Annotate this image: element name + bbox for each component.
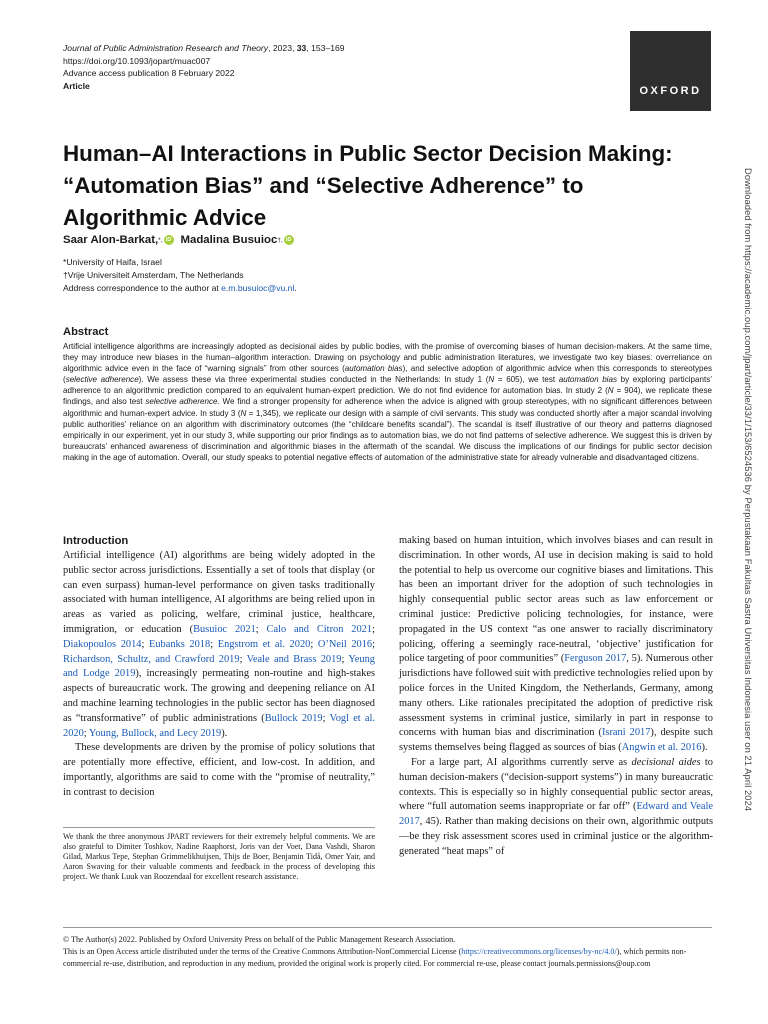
citation-link[interactable]: Busuioc 2021 (193, 623, 256, 635)
citation-link[interactable]: Eubanks 2018 (149, 638, 211, 650)
citation-link[interactable]: Yeung and Lodge 2019 (63, 653, 375, 680)
citation-link[interactable]: Edward and Veale 2017 (399, 801, 713, 828)
footnote-divider (63, 827, 375, 828)
copyright-line: © The Author(s) 2022. Published by Oxford University Press on behalf of the Public Management Research Association. (63, 935, 456, 944)
citation-link[interactable]: Calo and Citron 2021 (266, 623, 373, 635)
author-mark: †, (277, 236, 283, 244)
volume: 33 (296, 43, 307, 53)
journal-citation: Journal of Public Administration Research and Theory, 2023, 33, 153–169 (63, 43, 345, 53)
paragraph: For a large part, AI algorithms currently serve as decisional aides to human decision-makers (“decision-support systems”) in many bureaucratic contexts. This is especially so in highly consequential public sector areas, where “full automation seems inappropriate or far off” (Edward and Veale 2017, 45). Rather than making decisions on their own, algorithmic outputs—be they risk assessment scores used in criminal justice or the algorithm-generated “heat maps” of (399, 756, 714, 857)
download-watermark: Downloaded from https://academic.oup.com/jpart/article/33/1/153/6524536 by Perpustakaan Fakultas Sastra Universitas Indonesia user on 21 April 2024 (743, 168, 753, 812)
body-column-left (63, 549, 375, 801)
doi-link[interactable]: https://doi.org/10.1093/jopart/muac007 (63, 55, 211, 66)
citation-link[interactable]: Richardson, Schultz, and Crawford 2019 (63, 653, 240, 665)
author-list (63, 234, 301, 246)
oxford-logo[interactable]: OXFORD (630, 31, 711, 111)
footer-divider (63, 927, 712, 928)
introduction-heading: Introduction (63, 535, 129, 547)
abstract-text: Artificial intelligence algorithms are increasingly adopted as decisional aides by public bodies, with the promise of overcoming biases of human decision-makers. At the same time, they may introduce new biases in the human–algorithm interaction. Drawing on psychology and public administration literatures, we investigate two key biases: overreliance on algorithmic advice even in the face of “warning signals” from other sources (automation bias), and selective adoption of algorithmic advice when this corresponds to stereotypes (selective adherence). We assess these via three experimental studies conducted in the Netherlands: In study 1 (N = 605), we test automation bias by exploring participants’ adherence to an algorithmic prediction compared to an equivalent human-expert prediction. We do not find evidence for automation bias. In study 2 (N = 904), we replicate these findings, and also test selective adherence. We find a stronger propensity for adherence when the advice is aligned with group stereotypes, with no significant differences between algorithmic and human-expert advice. In study 3 (N = 1,345), we replicate our design with a sample of civil servants. This study was conducted shortly after a major scandal involving public authorities’ reliance on an algorithm with discriminatory outcomes (the “childcare benefits scandal”). The scandal is itself illustrative of our theory and patterns diagnosed empirically in our experiment, yet in our study 3, while supporting our prior findings as to automation bias, we do not find patterns of selective adherence. We suggest this is driven by bureaucrats’ enhanced awareness of discrimination and algorithmic biases in the aftermath of the scandal. We discuss the implications of our findings for public sector decision making in the age of automation. Overall, our study speaks to potential negative effects of automation of the administrative state for already vulnerable and disadvantaged citizens. (63, 342, 713, 462)
paragraph: These developments are driven by the promise of policy solutions that are potentially more effective, efficient, and low-cost. In addition, and importantly, algorithms are said to come with the “promise of neutrality,” in contrast to decision (63, 742, 375, 798)
abstract-heading: Abstract (63, 326, 109, 338)
body-column-right (399, 534, 713, 860)
citation-link[interactable]: Angwin et al. 2016 (621, 742, 702, 754)
citation-link[interactable]: Young, Bullock, and Lecy 2019 (88, 727, 222, 739)
advance-access: Advance access publication 8 February 2022 (63, 68, 235, 79)
citation-link[interactable]: Engstrom et al. 2020 (217, 638, 311, 650)
orcid-icon[interactable]: iD (164, 235, 174, 245)
license-text: This is an Open Access article distributed under the terms of the Creative Commons Attribution-NonCommercial License (https://creativecommons.org/licenses/by-nc/4.0/), which permits non-commercial re-use, distribution, and reproduction in any medium, provided the original work is properly cited. For commercial re-use, please contact journals.permissions@oup.com (63, 947, 687, 968)
license-link[interactable]: https://creativecommons.org/licenses/by-nc/4.0/ (461, 947, 617, 956)
paragraph: Artificial intelligence (AI) algorithms are being widely adopted in the public sector across jurisdictions. Essentially a set of tools that display (or can even surpass) human-level performance on given tasks traditionally associated with human intelligence, AI algorithms are being relied upon in areas as varied as policing, welfare, criminal justice, healthcare, immigration, or education (Busuioc 2021; Calo and Citron 2021; Diakopoulos 2014; Eubanks 2018; Engstrom et al. 2020; O’Neil 2016; Richardson, Schultz, and Crawford 2019; Veale and Brass 2019; Yeung and Lodge 2019), increasingly permeating non-routine and high-stakes aspects of bureaucratic work. The growing and deepening reliance on AI and machine learning technologies in the public sector has been diagnosed as “transformative” of public administrations (Bullock 2019; Vogl et al. 2020; Young, Bullock, and Lecy 2019). (63, 550, 376, 739)
journal-header (63, 42, 623, 92)
affiliation-2: †Vrije Universiteit Amsterdam, The Netherlands (63, 270, 244, 280)
affiliation-1: *University of Haifa, Israel (63, 257, 162, 267)
orcid-icon[interactable]: iD (284, 235, 294, 245)
citation-link[interactable]: Ferguson 2017 (564, 653, 627, 665)
article-type: Article (63, 80, 90, 91)
article-title: Human–AI Interactions in Public Sector Decision Making: “Automation Bias” and “Selective Adherence” to Algorithmic Advice (63, 141, 673, 230)
correspondence: Address correspondence to the author at e.m.busuioc@vu.nl. (63, 283, 297, 293)
citation-link[interactable]: O’Neil 2016 (317, 638, 373, 650)
acknowledgement: We thank the three anonymous JPART reviewers for their extremely helpful comments. We are also grateful to Dimiter Toshkov, Nadine Raaphorst, Joris van der Voet, Dana Vashdi, Sharon Gilad, Markus Tepe, Stephan Grimmelikhuijsen, Thijs de Boer, Benjamin Tidå, Omer Yair, and Aaron Swaving for their valuable comments and feedback in the process of developing this project. We thank Luuk van Roozendaal for excellent research assistance. (63, 832, 375, 881)
author-name[interactable]: Madalina Busuioc (180, 234, 278, 246)
citation-link[interactable]: Veale and Brass 2019 (246, 653, 342, 665)
author-mark: *, (158, 236, 163, 244)
email-link[interactable]: e.m.busuioc@vu.nl (221, 283, 295, 293)
citation-link[interactable]: Diakopoulos 2014 (63, 638, 142, 650)
author-name[interactable]: Saar Alon-Barkat, (63, 234, 159, 246)
citation-link[interactable]: Israni 2017 (601, 727, 651, 739)
paragraph: making based on human intuition, which involves biases and can result in discrimination. In other words, AI use in decision making is said to hold the potential to help us overcome our cognitive biases and limitations. This has been an important driver for the adoption of such technologies in highly consequential public sector areas such as law enforcement or criminal justice: Predictive policing technologies, for instance, were propagated in the US context “as one answer to racially discriminatory policing, offering a seemingly race-neutral, ‘objective’ justification for police targeting of poor communities” (Ferguson 2017, 5). Numerous other jurisdictions have followed suit with predictive technologies relied upon by police forces in the United Kingdom, the Netherlands, Germany, among many others. Like rationales precipitated the adoption of predictive risk assessment systems in criminal justice, similarly in part in response to concerns with human bias and discrimination (Israni 2017), despite such systems themselves being flagged as sources of bias (Angwin et al. 2016). (399, 535, 713, 754)
affiliations (63, 256, 297, 295)
citation-link[interactable]: Bullock 2019 (264, 712, 323, 724)
journal-name: Journal of Public Administration Research and Theory (63, 43, 269, 53)
citation-link[interactable]: Vogl et al. 2020 (63, 712, 375, 739)
license-footer (63, 934, 713, 970)
